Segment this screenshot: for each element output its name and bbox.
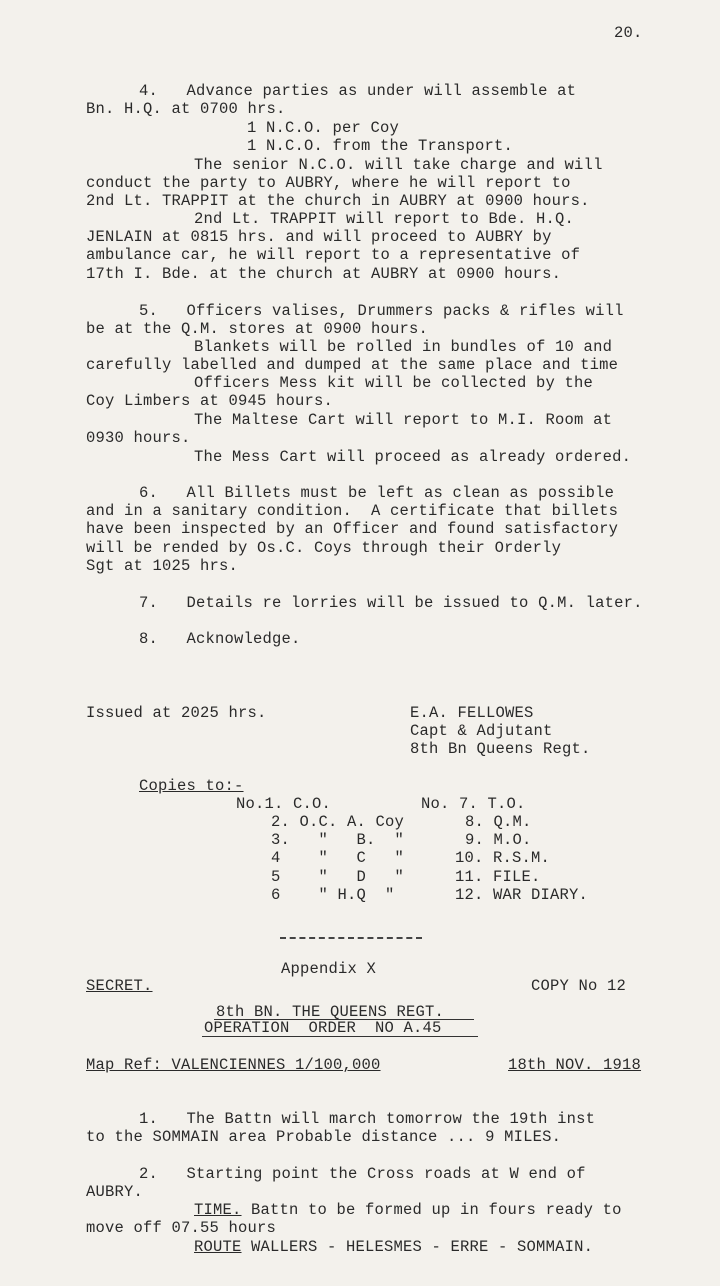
- order1-line1: 1. The Battn will march tomorrow the 19th inst: [139, 1110, 596, 1128]
- copies-right-item: 10. R.S.M.: [455, 849, 551, 867]
- para4-line1: 4. Advance parties as under will assemble at: [139, 82, 577, 100]
- time-label: TIME.: [194, 1201, 242, 1219]
- para6-line4: will be rended by Os.C. Coys through their Orderly: [86, 539, 562, 557]
- route-text: WALLERS - HELESMES - ERRE - SOMMAIN.: [241, 1238, 594, 1256]
- copies-right-item: 8. Q.M.: [465, 813, 532, 831]
- para4-line4: 1 N.C.O. from the Transport.: [247, 137, 514, 155]
- copies-right-item: 9. M.O.: [465, 831, 532, 849]
- copy-number: COPY No 12: [531, 977, 627, 995]
- para4-line10: ambulance car, he will report to a representative of: [86, 246, 581, 264]
- unit-title: 8th BN. THE QUEENS REGT.: [216, 1003, 445, 1021]
- order2-line4: move off 07.55 hours: [86, 1219, 277, 1237]
- para5-line4: carefully labelled and dumped at the same place and time: [86, 356, 619, 374]
- para5-line7: The Maltese Cart will report to M.I. Room at: [194, 411, 613, 429]
- para5-line8: 0930 hours.: [86, 429, 191, 447]
- page-number: 20.: [614, 24, 643, 42]
- para5-line2: be at the Q.M. stores at 0900 hours.: [86, 320, 429, 338]
- copies-left-item: 2. O.C. A. Coy: [271, 813, 405, 831]
- copies-left-item: 4 " C ": [271, 849, 405, 867]
- order-title: OPERATION ORDER NO A.45: [204, 1019, 442, 1037]
- copies-right-item: 11. FILE.: [455, 868, 541, 886]
- order-date: 18th NOV. 1918: [508, 1056, 642, 1074]
- para6-line5: Sgt at 1025 hrs.: [86, 557, 239, 575]
- order-title-underline: [202, 1036, 478, 1037]
- order2-line1: 2. Starting point the Cross roads at W end of: [139, 1165, 586, 1183]
- issued-time: Issued at 2025 hrs.: [86, 704, 267, 722]
- signature-rank: Capt & Adjutant: [410, 722, 553, 740]
- order2-route-line: [194, 1238, 593, 1256]
- signature-name: E.A. FELLOWES: [410, 704, 534, 722]
- para5-line1: 5. Officers valises, Drummers packs & rifles will: [139, 302, 624, 320]
- copies-left-item: 6 " H.Q ": [271, 886, 395, 904]
- order2-time-line: [194, 1201, 622, 1219]
- para4-line6: conduct the party to AUBRY, where he will report to: [86, 174, 571, 192]
- para4-line5: The senior N.C.O. will take charge and will: [194, 156, 603, 174]
- copies-left-item: 5 " D ": [271, 868, 405, 886]
- para4-line9: JENLAIN at 0815 hrs. and will proceed to AUBRY by: [86, 228, 552, 246]
- para4-line2: Bn. H.Q. at 0700 hrs.: [86, 100, 286, 118]
- route-label: ROUTE: [194, 1238, 242, 1256]
- map-reference: Map Ref: VALENCIENNES 1/100,000: [86, 1056, 381, 1074]
- order1-line2: to the SOMMAIN area Probable distance ... 9 MILES.: [86, 1128, 562, 1146]
- para5-line5: Officers Mess kit will be collected by the: [194, 374, 594, 392]
- para5-line6: Coy Limbers at 0945 hours.: [86, 392, 334, 410]
- para6-line3: have been inspected by an Officer and found satisfactory: [86, 520, 619, 538]
- para6-line1: 6. All Billets must be left as clean as possible: [139, 484, 615, 502]
- para4-line11: 17th I. Bde. at the church at AUBRY at 0900 hours.: [86, 265, 562, 283]
- para5-line9: The Mess Cart will proceed as already ordered.: [194, 448, 632, 466]
- order2-line2: AUBRY.: [86, 1183, 144, 1201]
- appendix-title: Appendix X: [281, 960, 377, 978]
- time-text: Battn to be formed up in fours ready to: [241, 1201, 622, 1219]
- section-divider: [280, 937, 422, 939]
- para7: 7. Details re lorries will be issued to Q.M. later.: [139, 594, 643, 612]
- para8: 8. Acknowledge.: [139, 630, 301, 648]
- para6-line2: and in a sanitary condition. A certificate that billets: [86, 502, 619, 520]
- copies-right-item: 12. WAR DIARY.: [455, 886, 589, 904]
- copies-heading: Copies to:-: [139, 777, 244, 795]
- secret-label: SECRET.: [86, 977, 153, 995]
- para4-line3: 1 N.C.O. per Coy: [247, 119, 400, 137]
- copies-left-item: 3. " B. ": [271, 831, 405, 849]
- copies-right-item: No. 7. T.O.: [421, 795, 526, 813]
- para4-line7: 2nd Lt. TRAPPIT at the church in AUBRY at 0900 hours.: [86, 192, 590, 210]
- para5-line3: Blankets will be rolled in bundles of 10 and: [194, 338, 613, 356]
- signature-unit: 8th Bn Queens Regt.: [410, 740, 591, 758]
- copies-left-item: No.1. C.O.: [236, 795, 332, 813]
- para4-line8: 2nd Lt. TRAPPIT will report to Bde. H.Q.: [194, 210, 575, 228]
